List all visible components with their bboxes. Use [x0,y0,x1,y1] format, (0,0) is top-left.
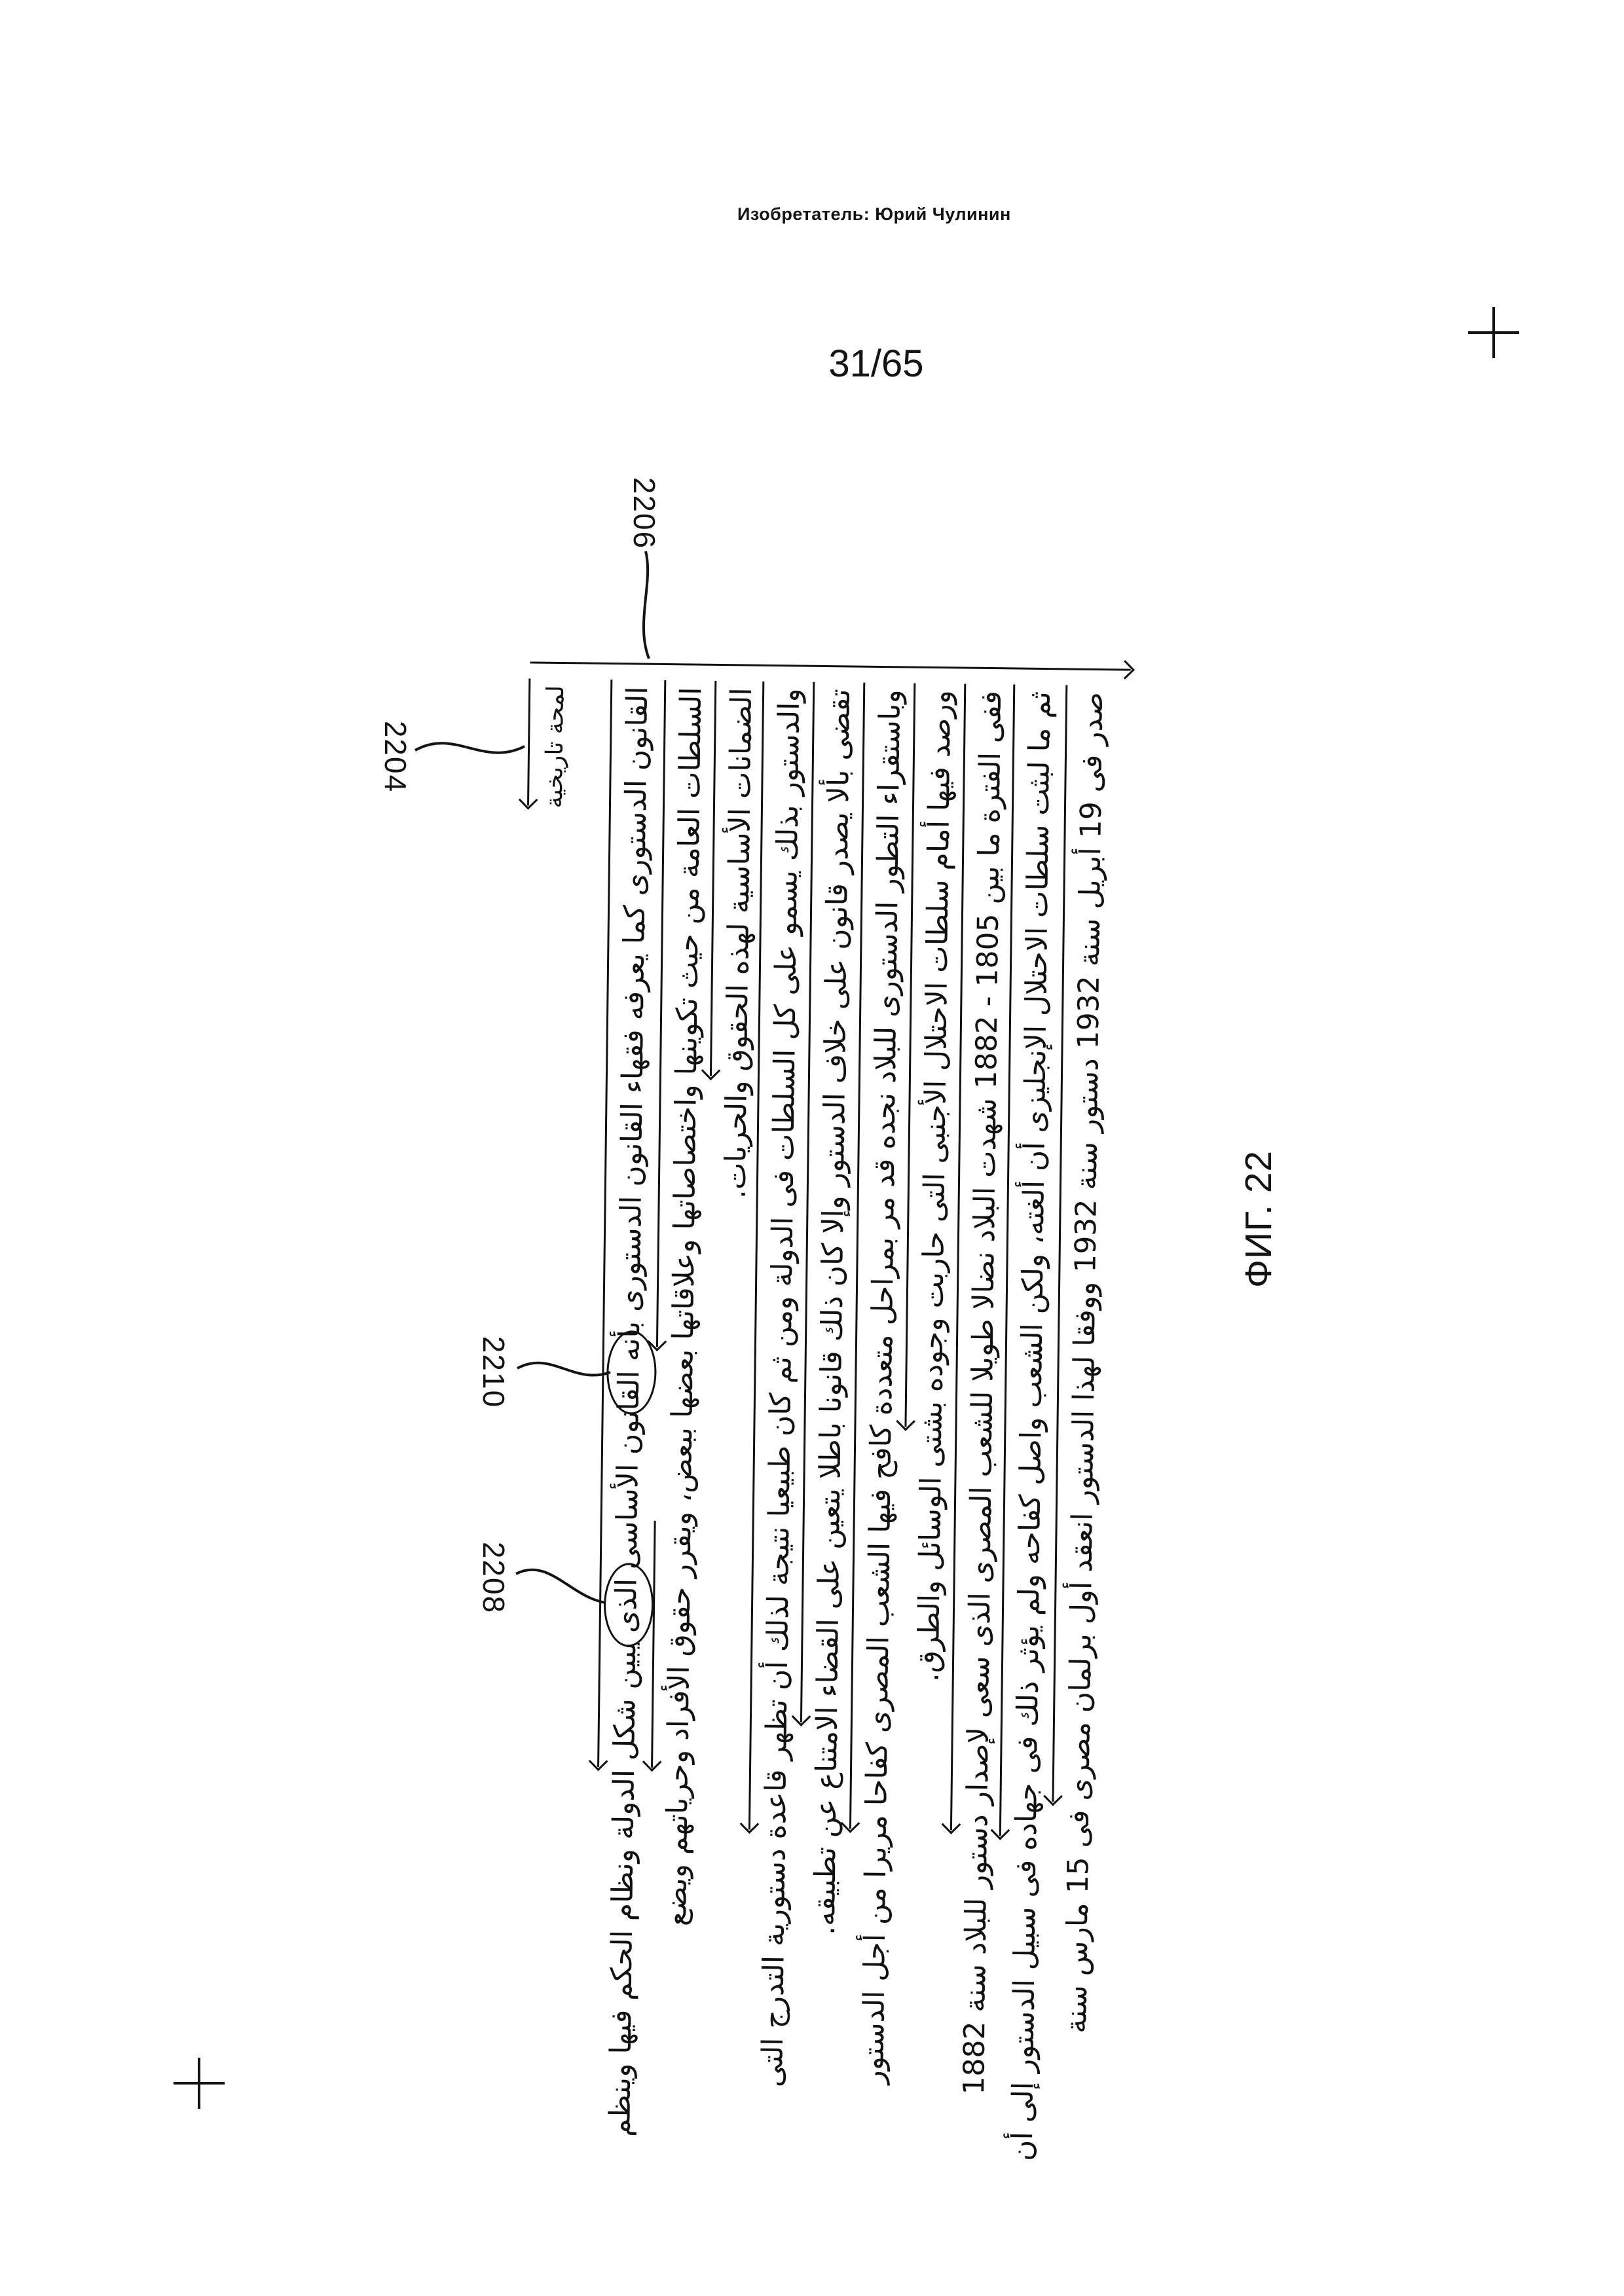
line-direction-arrow [651,1521,656,1768]
ref-label-2204 [377,716,414,797]
ref-label-2208 [475,1537,512,1618]
ref-label-2206 [626,473,663,554]
text-line-content: صدر فى 19 أبريل سنة 1932 دستور سنة 1932 ووفقا لهذا الدستور انعقد أول برلمان مصرى فى 15 مارس سنة [1060,691,1110,2034]
text-line-content: والدستور بذلك يسمو على كل السلطات فى الدولة ومن ثم كان طبيعيا نتيجة لذلك أن تظهر قاعدة دستورية التدرج التى [756,687,807,2088]
ref-label-text: 2210 [477,1336,511,1409]
leader-line-2204 [415,743,525,753]
text-line-content: ثم ما لبثت سلطات الاحتلال الإنجليزى أن ألغته، ولكن الشعب واصل كفاحه ولم يؤثر ذلك فى جهاده فى سبيل الدستور إلى أن [1005,691,1058,2162]
line-direction-arrow [527,678,530,805]
ref-label-text: 2208 [477,1541,511,1614]
text-line-content: الضمانات الأساسية لهذه الحقوق والحريات. [718,687,759,1199]
inventor-credit: Изобретатель: Юрий Чулинин [737,204,1011,224]
text-line-content: القانون الدستورى كما يعرفه فقهاء القانون الدستورى بأنه القانون الأساسى الذى يبين شكل الدولة ونظام الحكم فيها وينظم [603,686,655,2138]
ref-label-text: 2204 [378,720,413,793]
text-line-content: ففى الفترة ما بين 1805 - 1882 شهدت البلاد نضالا طويلا للشعب المصرى الذى سعى لإصدار دستور للبلاد سنة 1882 [957,690,1008,2095]
figure-caption-text: ФИГ. 22 [1238,1150,1280,1288]
text-line-content: وباستقراء التطور الدستورى للبلاد نجده قد مر بمراحل متعددة كافح فيها الشعب المصرى كفاحا مريرا من أجل الدستور [857,689,908,2085]
text-line-content: تقضى بألا يصدر قانون على خلاف الدستور وإلا كان ذلك قانونا باطلا يتعين على القضاء الامتناع عن تطبيقه. [807,688,857,1936]
ref-label-text: 2206 [627,477,661,550]
figure-caption [1226,1121,1291,1317]
text-line-content: ورصد فيها أمام سلطات الاحتلال الأجنبى التى حاربت وجوده بشتى الوسائل والطرق. [912,689,958,1683]
scanned-document [499,646,1156,2162]
cross-vertical-bar [1492,307,1495,358]
text-line-content: السلطات العامة من حيث تكوينها واختصاصاتها وعلاقاتها بعضها ببعض، ويقرر حقوق الأفراد وحرياتهم ويضع [659,687,709,1927]
registration-cross-icon [174,2058,225,2109]
text-line-content: لمحة تاريخية [540,685,570,809]
cross-vertical-bar [198,2058,200,2109]
leader-line-2206 [644,551,649,659]
registration-cross-icon [1468,307,1519,358]
page-number: 31/65 [828,342,924,385]
ref-label-2210 [475,1332,512,1413]
text-line [514,646,580,1877]
